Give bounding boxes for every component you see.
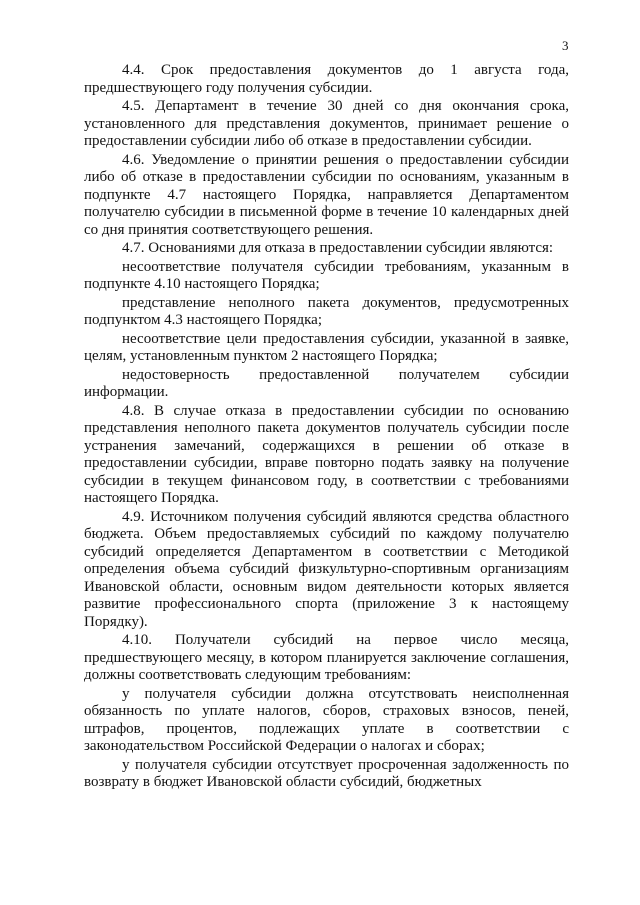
paragraph-4-10: 4.10. Получатели субсидий на первое число месяца, предшествующего месяцу, в котором планируется заключение соглашения, должны соответствовать следующим требованиям: bbox=[84, 632, 569, 683]
refusal-ground-3: несоответствие цели предоставления субсидии, указанной в заявке, целям, установленным пунктом 2 настоящего Порядка; bbox=[84, 330, 569, 364]
paragraph-4-4: 4.4. Срок предоставления документов до 1 августа года, предшествующего году получения субсидии. bbox=[84, 62, 569, 96]
requirement-1: у получателя субсидии должна отсутствовать неисполненная обязанность по уплате налогов, сборов, страховых взносов, пеней, штрафов, процентов, подлежащих уплате в соответствии с законодательством Российской Федерации о налогах и сборах; bbox=[84, 685, 569, 754]
requirement-2: у получателя субсидии отсутствует просроченная задолженность по возврату в бюджет Ивановской области субсидий, бюджетных bbox=[84, 756, 569, 790]
refusal-ground-4: недостоверность предоставленной получателем субсидии информации. bbox=[84, 366, 569, 400]
refusal-ground-2: представление неполного пакета документов, предусмотренных подпунктом 4.3 настоящего Порядка; bbox=[84, 294, 569, 328]
paragraph-4-6: 4.6. Уведомление о принятии решения о предоставлении субсидии либо об отказе в предоставлении субсидии по основаниям, указанным в подпункте 4.7 настоящего Порядка, направляется Департаментом получателю субсидии в письменной форме в течение 10 календарных дней со дня принятия соответствующего решения. bbox=[84, 151, 569, 238]
paragraph-4-7: 4.7. Основаниями для отказа в предоставлении субсидии являются: bbox=[122, 240, 554, 256]
paragraph-4-5: 4.5. Департамент в течение 30 дней со дня окончания срока, установленного для представления документов, принимает решение о предоставлении субсидии либо об отказе в предоставлении субсидии. bbox=[84, 98, 569, 149]
paragraph-4-8: 4.8. В случае отказа в предоставлении субсидии по основанию представления неполного пакета документов получатель субсидии после устранения замечаний, содержащихся в решении об отказе в предоставлении субсидии, вправе повторно подать заявку на получение субсидии в текущем финансовом году, в соответствии с требованиями настоящего Порядка. bbox=[84, 402, 569, 506]
document-body bbox=[84, 62, 569, 793]
refusal-ground-1: несоответствие получателя субсидии требованиям, указанным в подпункте 4.10 настоящего Порядка; bbox=[84, 258, 569, 292]
page-number: 3 bbox=[562, 38, 569, 53]
paragraph-4-9: 4.9. Источником получения субсидий являются средства областного бюджета. Объем предоставляемых субсидий по каждому получателю субсидий определяется Департаментом в соответствии с Методикой определения объема субсидий физкультурно-спортивным организациям Ивановской области, основным видом деятельности которых является развитие профессионального спорта (приложение 3 к настоящему Порядку). bbox=[84, 508, 569, 630]
